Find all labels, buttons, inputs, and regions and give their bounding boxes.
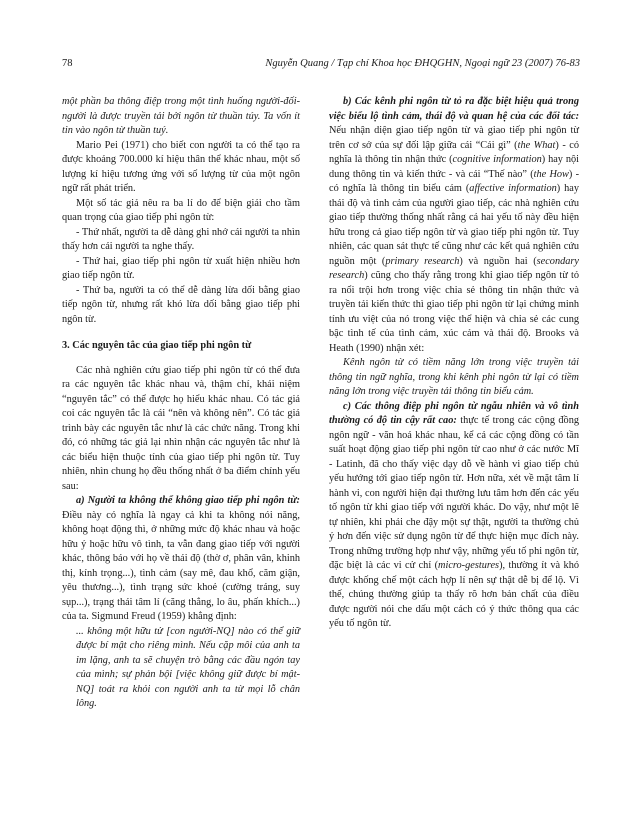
text-run: ) và nguồn hai ( [459, 255, 537, 267]
page-number: 78 [62, 58, 73, 69]
italic-term: primary research [385, 255, 460, 267]
italic-term: secondary research [329, 255, 579, 281]
paragraph: Mario Pei (1971) cho biết con người ta có thể tạo ra được khoảng 700.000 kí hiệu thân thể khác nhau, một số lượng kí hiệu tương ứng với số lượng từ của một ngôn ngữ rất phát triển. [62, 139, 300, 194]
principle-heading: b) Các kênh phi ngôn từ tỏ ra đặc biệt hiệu quả trong việc biểu lộ tình cảm, thái độ và quan hệ của các đối tác: [329, 96, 579, 122]
paragraph-text: Điều này có nghĩa là ngay cả khi ta không nói năng, không hoạt động thì, ở những mức độ khác nhau và hoặc hữu ý hoặc hữu vô tình, ta vẫn đang giao tiếp với người khác, thông báo với họ về thái độ (thờ ơ, phân vân, khinh thị, kính trọng...), tình cảm (say mê, đau khổ, căm giận, yêu thương...), tình trạng sức khoẻ (cường tráng, suy sụp...), trạng thái tâm lí (căng thẳng, lo âu, phấn khích...) của ta. Sigmund Freud (1959) khẳng định: [62, 509, 300, 622]
right-column [329, 95, 579, 632]
list-item: - Thứ ba, người ta có thể dễ dàng lừa dối bằng giao tiếp ngôn từ, nhưng rất khó lừa dối bằng giao tiếp phi ngôn từ. [62, 284, 300, 325]
paragraph: Một số tác giả nêu ra ba lí do để biện giải cho tầm quan trọng của giao tiếp phi ngôn từ: [62, 197, 300, 223]
text-run: ) cũng cho thấy rằng trong khi giao tiếp ngôn từ tỏ ra nổi trội hơn trong việc chia sẻ thông tin nhận thức và truyền tải kiến thức thì giao tiếp phi ngôn từ lại chứng minh tính ưu việt của nó trong việc thể hiện và chia sẻ các cung bậc tình tế của tình cảm, xúc cảm và thái độ. Brooks và Heath (1990) nhận xét: [329, 270, 579, 354]
paragraph [329, 95, 579, 356]
paragraph [329, 400, 579, 632]
principle-heading: a) Người ta không thể không giao tiếp phi ngôn từ: [76, 495, 300, 506]
list-item: - Thứ nhất, người ta dễ dàng ghi nhớ cái người ta nhìn thấy hơn cái người ta nghe thấy. [62, 226, 300, 252]
italic-term: affective information [469, 183, 557, 194]
italic-term: cognitive information [452, 154, 542, 165]
text-run: ) - có nghĩa là thông tin biểu cảm ( [329, 168, 580, 194]
italic-term: micro-gestures [438, 560, 500, 571]
text-run: ), thường ít và khó được khống chế một cách hợp lí nên sự thật dễ bị để lộ. Vì thế, chúng thường giúp ta thấy rõ hơn bản chất của điều được người nói che dấu một cách có ý thức thông qua các yếu tố ngôn từ. [329, 560, 579, 629]
paragraph [62, 494, 300, 625]
block-quote: Kênh ngôn từ có tiềm năng lớn trong việc truyền tải thông tin ngữ nghĩa, trong khi kênh phi ngôn từ lại có tiềm năng lớn trong việc truyền tải thông tin biểu cảm. [329, 357, 579, 397]
text-run: ) hay nội dung thông tin và kiến thức - và cái “Thế nào” ( [329, 154, 579, 180]
text-run: Nếu nhận diện giao tiếp ngôn từ và giao tiếp phi ngôn từ trên cơ sở của sự đối lập giữa cái “Cái gì” ( [329, 125, 579, 151]
section-heading: 3. Các nguyên tắc của giao tiếp phi ngôn từ [62, 340, 252, 351]
text-run: ) - có nghĩa là thông tin nhận thức ( [329, 139, 579, 165]
running-head: Nguyễn Quang / Tạp chí Khoa học ĐHQGHN, Ngoại ngữ 23 (2007) 76-83 [265, 58, 580, 69]
principle-heading: c) Các thông điệp phi ngôn từ ngẫu nhiên và vô tình thường có độ tin cậy rất cao: [329, 400, 579, 426]
text-run: ) hay thái độ và tình cảm của người giao tiếp, các nhà nghiên cứu giao tiếp thường thống nhất rằng cả hai yếu tố này đều hiện hữu trong cả giao tiếp ngôn từ và giao tiếp phi ngôn từ. Tuy nhiên, các quan sát thực tế cũng như các kết quả nghiên cứu nguồn một ( [329, 183, 579, 267]
left-column [62, 95, 300, 712]
paragraph: một phần ba thông điệp trong một tình huống người-đối-người là được truyền tải bởi ngôn từ thuần túy. Ta vốn ít tin vào ngôn từ thuần tuý. [62, 96, 300, 136]
paragraph: Các nhà nghiên cứu giao tiếp phi ngôn từ có thể đưa ra các nguyên tắc khác nhau và, thậm chí, khái niệm “nguyên tắc” có thể được họ hiểu khác nhau. Có tác giả coi các nguyên tắc là cái “nên và không nên”. Có tác giả trình bày các nguyên tắc như là các chức năng. Trong khi đó, có những tác giả lại nhìn nhận các nguyên tắc như là các biểu hiện thuộc tính của giao tiếp phi ngôn từ. Tuy nhiên, nhìn chung họ đều thống nhất ở ba điểm chính yếu sau: [62, 364, 300, 492]
italic-term: the How [533, 168, 569, 180]
text-run: thực tế trong các cộng đồng ngôn ngữ - văn hoá khác nhau, kể cả các cộng đồng có tần suất hoạt động giao tiếp phi ngôn từ cao như ở các nước Mĩ - Latinh, đã cho thấy việc dạy dỗ về hành vi giao tiếp chủ yếu hướng tới giao tiếp ngôn từ. Hơn nữa, xét về mặt tâm lí hành vi, con người hiện đại thường lưu tâm hơn đến các yếu tố ngôn từ khi giao tiếp với người khác. Do vậy, như một lẽ tự nhiên, khi phải che đậy một sự thật, người ta thường chủ ý hơn đến việc sử dụng ngôn từ để thực hiện mục đích này. Trong những trường hợp như vậy, những yếu tố phi ngôn từ, đặc biệt là các vi cử chỉ ( [329, 415, 580, 571]
list-item: - Thứ hai, giao tiếp phi ngôn từ xuất hiện nhiều hơn giao tiếp ngôn từ. [62, 255, 300, 281]
page-header [62, 58, 580, 74]
block-quote: ... không một hữu tử [con người-NQ] nào có thể giữ được bí mật cho riêng mình. Nếu cặp môi của anh ta im lặng, anh ta sẽ chuyện trò bằng các đầu ngón tay của mình; sự phản bội [việc không giữ được bí mật-NQ] toát ra khỏi con người anh ta từ mọi lỗ chân lông. [76, 625, 300, 709]
italic-term: the What [517, 139, 556, 151]
